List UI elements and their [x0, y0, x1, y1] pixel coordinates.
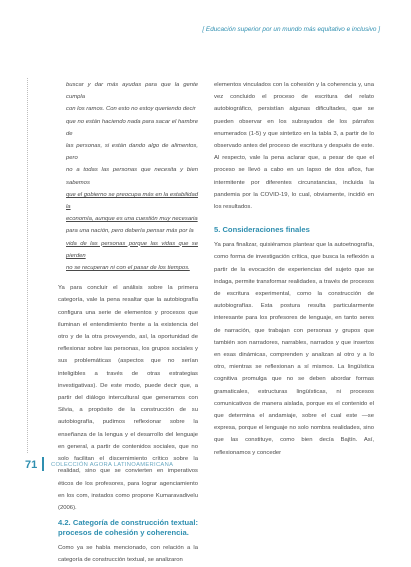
quote-line: economía, aunque es una cuestión muy necesaria — [66, 216, 198, 223]
collection-name: COLECCIÓN AGORA LATINOAMERICANA — [51, 462, 174, 468]
quote-line: las personas, si están dando algo de alimentos, pero — [66, 143, 198, 162]
footer-divider — [42, 457, 44, 471]
quote-line: no se recuperan ni con el pasar de los tiempos. — [66, 265, 190, 272]
quote-line: con los ramos. Con esto no estoy queriendo decir — [66, 106, 196, 113]
quote-line: vida de las personas porque las vidas que se pierden — [66, 240, 198, 259]
quote-line: que el gobierno se preocupa más en la estabilidad la — [66, 191, 198, 211]
running-header: [ Educación superior por un mundo más equitativo e inclusivo ] — [202, 26, 380, 33]
page-number: 71 — [25, 459, 38, 471]
body-paragraph: Ya para concluir el análisis sobre la primera categoría, vale la pena resaltar que la autobiografía configura una serie de elementos y procesos que iluminan el entendimiento frente a la existencia del otro y de la otra proveyendo, así, la oportunidad de reflexionar sobre las personas, los grupos sociales y sus problemáticas (aspectos que no serían inteligibles a través de otras estrategias investigativas). De este modo, puede decir que, a partir del diálogo intercultural que generamos con Silvia, a propósito de la construcción de su autobiografía, pudimos reflexionar sobre la enseñanza de la lengua y el desarrollo del lenguaje en general, a partir de contenidos sociales, que no solo facilitan el discernimiento crítico sobre la realidad, sino que se convierten en imperativos éticos de los profesores, para lograr agenciamiento en los com, instados como propone Kumaravadivelu (2006). — [58, 285, 198, 511]
section-heading: 4.2. Categoría de construcción textual: procesos de cohesión y coherencia. — [58, 518, 198, 538]
quote-line: no a todas las personas que necesita y bien sabemos — [66, 167, 198, 186]
section-heading: 5. Consideraciones finales — [214, 225, 310, 235]
body-paragraph: Ya para finalizar, quisiéramos plantear que la autoetnografía, como forma de investigación crítica, que busca la reflexión a partir de la evocación de experiencias del sujeto que se indaga, permite transformar realidades, a través de procesos de escritura experimental, como la construcción de autobiografías. Esta postura resulta particularmente interesante para los profesores de lenguaje, en tanto seres de narración, que trabajan con personas y grupos que también son narradores, narrables, narrados y que insertos en esas dinámicas, comprenden y analizan al otro y a lo otro, mientras se reflexionan a sí mismos. La lingüística cognitiva promulga que no se deben abordar formas gramaticales, estructuras lingüísticas, ni procesos comunicativos de manera aislada, porque es el contenido el que determina el andamiaje, sobre el cual este —se expresa, porque el lenguaje no solo nombra realidades, sino que las constituye, como bien decía Bajtín. Así, reflexionamos y conceder — [214, 242, 374, 456]
body-paragraph: Como ya se había mencionado, con relación a la categoría de construcción textual, se analizaron — [58, 545, 198, 564]
block-quote — [58, 79, 198, 274]
margin-rule — [27, 78, 28, 453]
body-paragraph: elementos vinculados con la cohesión y la coherencia y, una vez concluido el proceso de escritura del relato autobiográfico, persistían algunas dificultades, que se pueden observar en los subrayados de los párrafos enumerados (1-5) y que sintetizo en la tabla 3, a partir de lo observado antes del proceso de escritura y después de este. Al respecto, vale la pena aclarar que, a pesar de que el proceso se llevó a cabo en un lapso de dos años, fue intermitente por diferentes circunstancias, incluida la pandemia por la COVID-19, lo cual, obviamente, incidió en los resultados. — [214, 82, 374, 211]
quote-line: buscar y dar más ayudas para que la gente cumpla — [66, 82, 198, 101]
right-column — [214, 79, 374, 459]
quote-line: que no están haciendo nada para sacar el hambre de — [66, 118, 198, 137]
quote-line: para una nación, pero debería pensar más por la — [66, 228, 194, 235]
left-column — [58, 79, 198, 567]
